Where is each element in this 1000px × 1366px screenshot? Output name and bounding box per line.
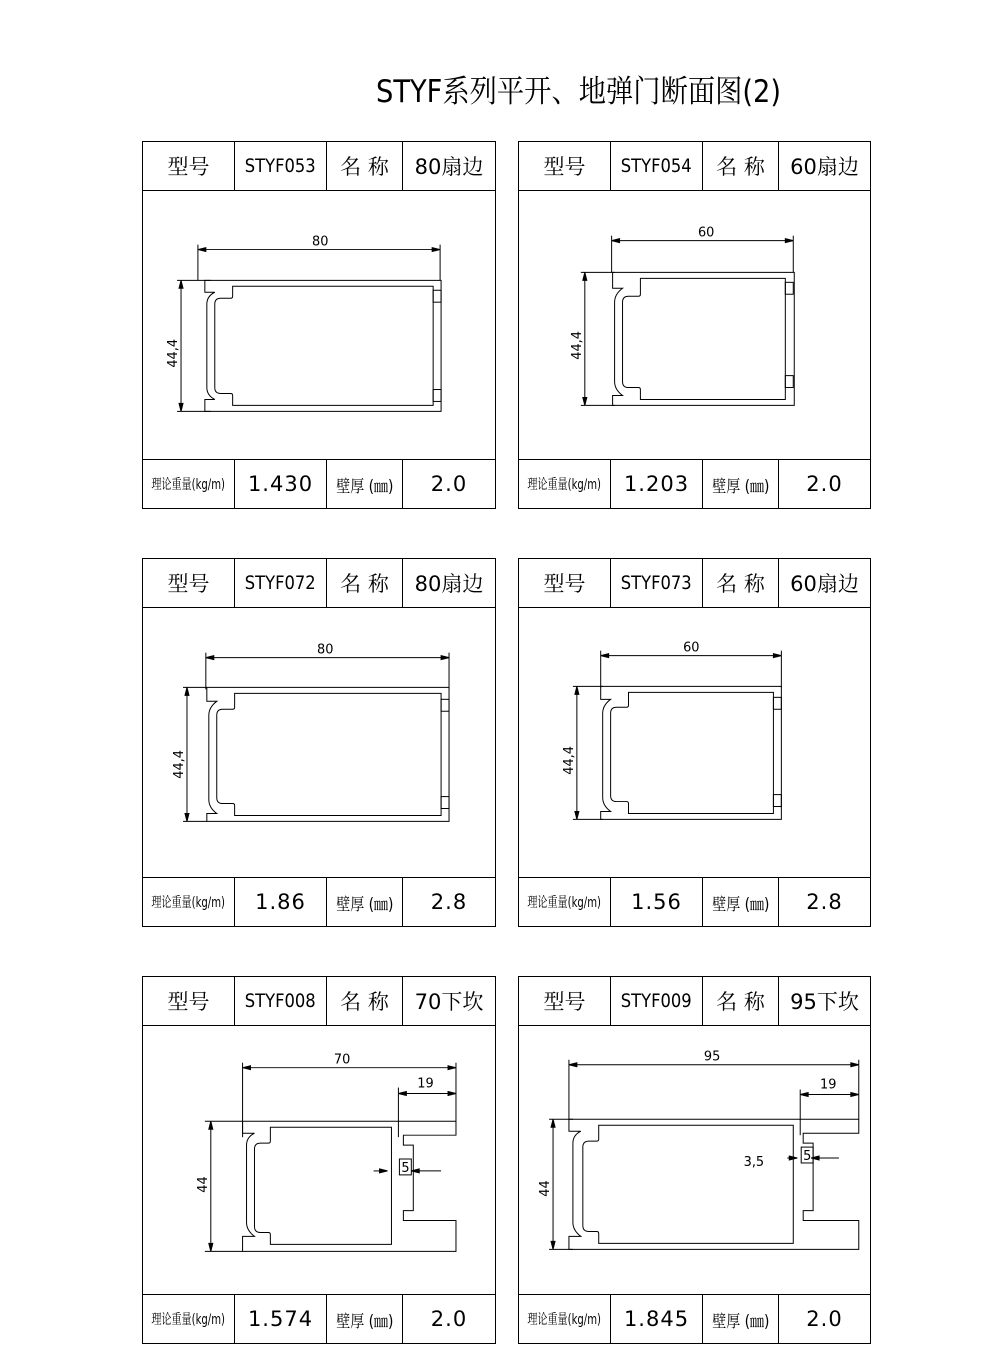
card-footer <box>519 459 870 508</box>
thickness-value-cell: 2.0 <box>430 1307 468 1331</box>
model-label-cell: 型号 <box>143 559 235 607</box>
card-header <box>143 559 495 608</box>
weight-label-cell: 理论重量(kg/m) <box>143 878 235 926</box>
thickness-value-cell: 2.0 <box>430 472 468 496</box>
dim-width-label: 70 <box>333 1052 351 1068</box>
dim-width-label: 80 <box>317 642 334 658</box>
model-code-cell: STYF073 <box>611 559 703 607</box>
profile-card-styf009 <box>518 976 871 1344</box>
profile-section-drawing <box>519 608 870 877</box>
profile-card-styf008 <box>142 976 496 1344</box>
thickness-label-cell: 壁厚 (㎜) <box>327 1295 403 1343</box>
thickness-value-cell: 2.0 <box>806 472 843 496</box>
thickness-value-cell: 2.8 <box>430 890 468 914</box>
thickness-value-cell: 2.0 <box>806 1307 843 1331</box>
weight-label-cell: 理论重量(kg/m) <box>519 878 611 926</box>
thickness-label-cell: 壁厚 (㎜) <box>703 460 779 508</box>
dim-width-label: 95 <box>703 1049 721 1065</box>
name-label-cell: 名 称 <box>327 559 403 607</box>
dim-height-label: 44,4 <box>166 338 182 368</box>
name-value-cell: 80扇边 <box>414 572 484 596</box>
name-value-cell: 95下坎 <box>790 990 859 1014</box>
profile-section-drawing <box>519 191 870 459</box>
card-header <box>143 977 495 1026</box>
weight-value-cell: 1.845 <box>611 1295 703 1343</box>
profile-section-drawing <box>143 1026 495 1294</box>
thickness-label-cell: 壁厚 (㎜) <box>703 1295 779 1343</box>
dim-height-label: 44,4 <box>172 750 188 779</box>
weight-value-cell: 1.56 <box>611 878 703 926</box>
dim-sub-label: 19 <box>417 1076 434 1092</box>
profile-drawing <box>143 1026 495 1294</box>
name-value-cell: 60扇边 <box>790 572 859 596</box>
dim-sub-label: 19 <box>820 1077 837 1093</box>
model-code-cell: STYF009 <box>611 977 703 1025</box>
model-label-cell: 型号 <box>519 142 611 190</box>
profile-section-drawing <box>143 191 495 459</box>
model-code-cell: STYF072 <box>235 559 327 607</box>
weight-value-cell: 1.203 <box>611 460 703 508</box>
model-code-cell: STYF008 <box>235 977 327 1025</box>
dim-width-label: 60 <box>697 225 715 241</box>
card-header <box>143 142 495 191</box>
page-title: STYF系列平开、地弹门断面图(2) <box>376 74 782 110</box>
name-label-cell: 名 称 <box>703 977 779 1025</box>
model-label-cell: 型号 <box>143 977 235 1025</box>
name-value-cell: 80扇边 <box>414 155 484 179</box>
weight-value-cell: 1.430 <box>235 460 327 508</box>
model-label-cell: 型号 <box>143 142 235 190</box>
dim-height-label: 44 <box>195 1176 211 1193</box>
card-header <box>519 977 870 1026</box>
weight-value-cell: 1.574 <box>235 1295 327 1343</box>
profile-section-drawing <box>519 1026 870 1294</box>
dim-slot-label: 5 <box>803 1149 812 1164</box>
dim-height-label: 44 <box>538 1180 554 1197</box>
thickness-label-cell: 壁厚 (㎜) <box>703 878 779 926</box>
profile-card-styf073 <box>518 558 871 927</box>
dim-width-label: 80 <box>312 234 329 250</box>
card-footer <box>143 877 495 926</box>
profile-drawing <box>519 1026 870 1294</box>
thickness-label-cell: 壁厚 (㎜) <box>327 460 403 508</box>
model-label-cell: 型号 <box>519 559 611 607</box>
profile-drawing <box>519 191 870 459</box>
name-label-cell: 名 称 <box>703 142 779 190</box>
model-code-cell: STYF053 <box>235 142 327 190</box>
weight-label-cell: 理论重量(kg/m) <box>519 1295 611 1343</box>
model-label-cell: 型号 <box>519 977 611 1025</box>
thickness-value-cell: 2.8 <box>806 890 843 914</box>
card-footer <box>143 459 495 508</box>
weight-label-cell: 理论重量(kg/m) <box>143 460 235 508</box>
name-value-cell: 60扇边 <box>790 155 859 179</box>
thickness-label-cell: 壁厚 (㎜) <box>327 878 403 926</box>
name-label-cell: 名 称 <box>327 977 403 1025</box>
weight-label-cell: 理论重量(kg/m) <box>143 1295 235 1343</box>
card-footer <box>519 877 870 926</box>
card-footer <box>143 1294 495 1343</box>
name-value-cell: 70下坎 <box>414 990 484 1014</box>
model-code-cell: STYF054 <box>611 142 703 190</box>
card-footer <box>519 1294 870 1343</box>
weight-value-cell: 1.86 <box>235 878 327 926</box>
profile-card-styf072 <box>142 558 496 927</box>
dim-gap-label: 3,5 <box>743 1154 765 1170</box>
name-label-cell: 名 称 <box>327 142 403 190</box>
card-header <box>519 559 870 608</box>
dim-width-label: 60 <box>683 640 700 656</box>
dim-height-label: 44,4 <box>561 746 577 775</box>
dim-slot-label: 5 <box>401 1160 410 1176</box>
profile-drawing <box>519 608 870 877</box>
name-label-cell: 名 称 <box>703 559 779 607</box>
profile-section-drawing <box>143 608 495 877</box>
profile-drawing <box>143 608 495 877</box>
weight-label-cell: 理论重量(kg/m) <box>519 460 611 508</box>
profile-drawing <box>143 191 495 459</box>
profile-card-styf054 <box>518 141 871 509</box>
profile-card-styf053 <box>142 141 496 509</box>
card-header <box>519 142 870 191</box>
dim-height-label: 44,4 <box>569 331 585 360</box>
